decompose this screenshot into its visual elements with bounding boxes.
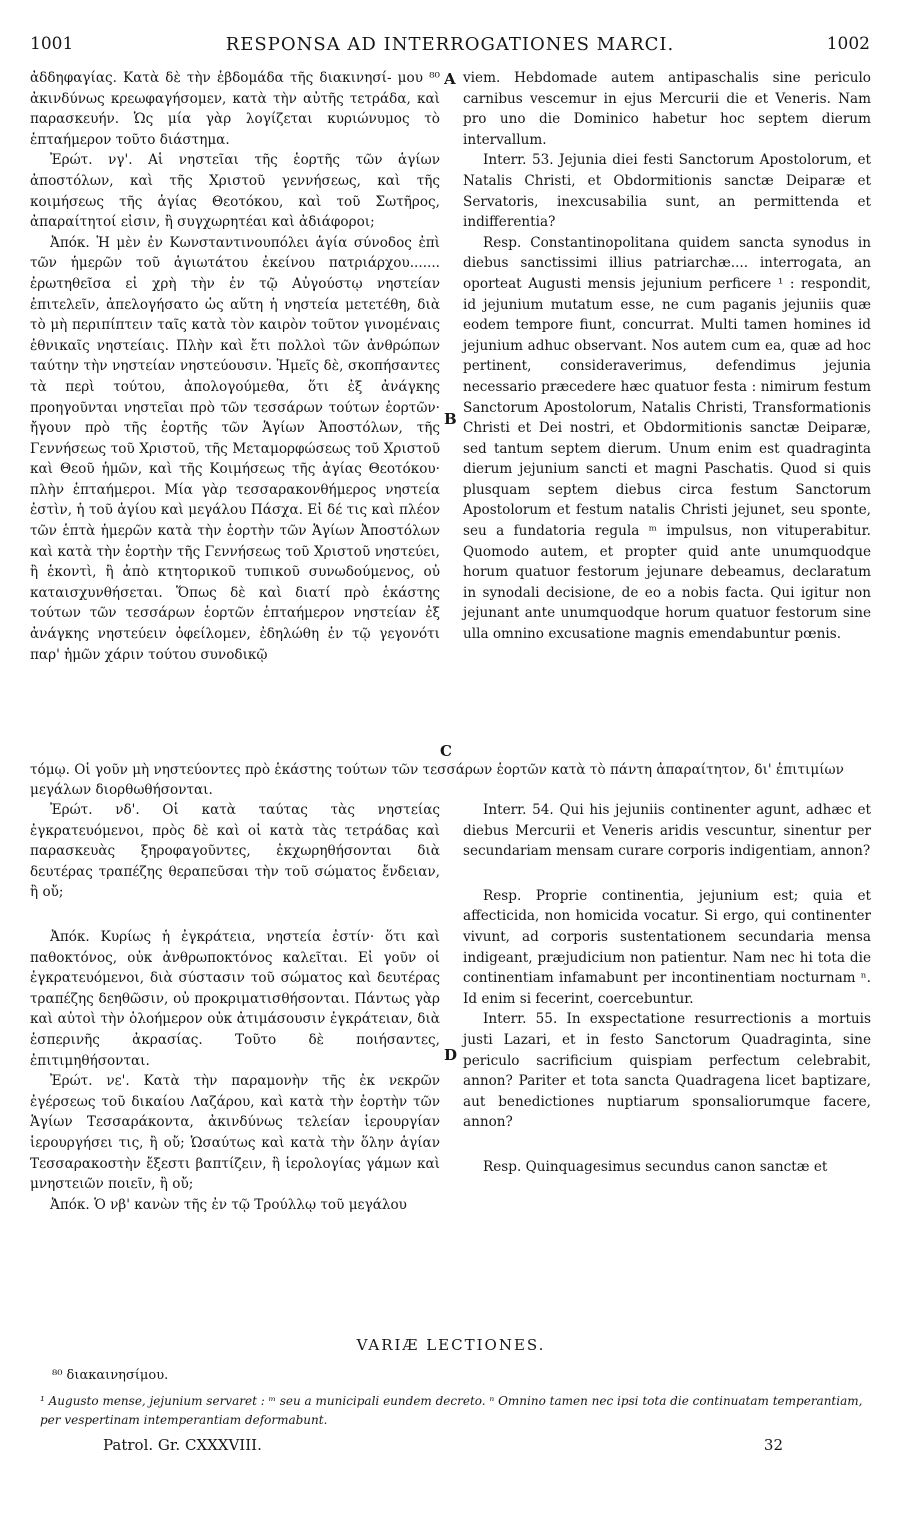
footer-signature-left: Patrol. Gr. CXXXVIII.: [103, 1436, 262, 1454]
latin-answer-54: Resp. Proprie continentia, jejunium est; quia et affecticida, non homicida vocatur. Si ergo, qui continenter vivunt, ad corporis sustentationem secundaria mensa indigeant, præjudicium non patientur. Nam nec hi tota die continentiam infamabunt per incontinentiam nocturnam ⁿ. Id enim si fecerint, coercebuntur.: [463, 887, 871, 1007]
latin-answer-55: Resp. Quinquagesimus secundus canon sanctæ et: [483, 1158, 828, 1175]
latin-column-lower: [463, 800, 871, 1178]
page-footer: [103, 1436, 783, 1454]
latin-question-53: Interr. 53. Jejunia diei festi Sanctorum Apostolorum, et Natalis Christi, et Obdormitionis sanctæ Deiparæ et Servatoris, inexcusabilia sunt, an permittenda et indifferentia?: [463, 152, 871, 231]
greek-answer-53: Ἀπόκ. Ἡ μὲν ἐν Κωνσταντινουπόλει ἁγία σύνοδος ἐπὶ τῶν ἡμερῶν τοῦ ἁγιωτάτου ἐκείνου πατριάρχου....... ἐρωτηθεῖσα εἰ χρὴ τὴν ἐν τῷ Αὐγούστῳ νηστείαν ἐπιτελεῖν, ἀπελογήσατο ὡς αὕτη ἡ νηστεία μετετέθη, διὰ τὸ μὴ περιπίπτειν ταῖς κατὰ τὸν καιρὸν τοῦτον γινομέναις ἐθνικαῖς νηστείαις. Πλὴν καὶ ἔτι πολλοὶ τῶν ἀνθρώπων ταύτην τὴν νηστείαν νηστεύουσιν. Ἡμεῖς δὲ, σκοπήσαντες τὰ περὶ τούτου, ἀπολογούμεθα, ὅτι ἐξ ἀνάγκης προηγοῦνται νηστεῖαι πρὸ τῶν τεσσάρων τούτων ἑορτῶν· ἤγουν πρὸ τῆς ἑορτῆς τῶν Ἁγίων Ἀποστόλων, τῆς Γεννήσεως τοῦ Χριστοῦ, τῆς Μεταμορφώσεως τοῦ Χριστοῦ καὶ Θεοῦ ἡμῶν, καὶ τῆς Κοιμήσεως τῆς ἁγίας Θεοτόκου· πλὴν ἑπταήμεροι. Μία γὰρ τεσσαρακονθήμερος νηστεία ἐστὶν, ἡ τοῦ ἁγίου καὶ μεγάλου Πάσχα. Εἰ δέ τις καὶ πλέον τῶν ἑπτὰ ἡμερῶν κατὰ τὴν ἑορτὴν τῶν Ἁγίων Ἀποστόλων καὶ κατὰ τὴν ἑορτὴν τῆς Γεννήσεως τοῦ Χριστοῦ νηστεύει, ἢ ἑκοντὶ, ἢ ἀπὸ κτητορικοῦ τυπικοῦ συνωδούμενος, οὐ καταισχυνθήσεται. Ὅπως δὲ καὶ διατί πρὸ ἑκάστης τούτων τῶν τεσσάρων ἑορτῶν ἑπταήμερον νηστείαν ἐξ ἀνάγκης νηστεύειν ὀφείλομεν, ἐδηλώθη ἐν τῷ γεγονότι παρ' ἡμῶν χάριν τούτου συνοδικῷ: [30, 234, 440, 663]
latin-question-54: Interr. 54. Qui his jejuniis continenter agunt, adhæc et diebus Mercurii et Veneris aridis vescuntur, sinentur per secundariam mensam curare corporis indigentiam, annon?: [463, 802, 871, 860]
latin-footnotes: ¹ Augusto mense, jejunium servaret : ᵐ seu a municipali eundem decreto. ⁿ Omnino tamen nec ipsi tota die continuatam temperantiam, per vespertinam intemperantiam deformabunt.: [40, 1394, 863, 1427]
greek-question-53: Ἐρώτ. νγ'. Αἱ νηστεῖαι τῆς ἑορτῆς τῶν ἁγίων ἀποστόλων, καὶ τῆς Χριστοῦ γεννήσεως, καὶ τῆς κοιμήσεως τῆς ἁγίας Θεοτόκου, καὶ τοῦ Σωτῆρος, ἀπαραίτητοί εἰσιν, ἢ συγχωρητέαι καὶ ἀδιάφοροι;: [30, 152, 440, 231]
greek-answer-55: Ἀπόκ. Ὁ νβ' κανὼν τῆς ἐν τῷ Τρούλλῳ τοῦ μεγάλου: [50, 1196, 407, 1213]
greek-question-55: Ἐρώτ. νε'. Κατὰ τὴν παραμονὴν τῆς ἐκ νεκρῶν ἐγέρσεως τοῦ δικαίου Λαζάρου, καὶ κατὰ τὴν ἑορτὴν τῶν Ἁγίων Τεσσαράκοντα, ἀκινδύνως τελείαν ἱερουργίαν ἱερουργήσει τις, ἢ οὔ; Ὡσαύτως καὶ κατὰ τὴν ὅλην ἁγίαν Τεσσαρακοστὴν ἔξεστι βαπτίζειν, ἢ ἱερολογίας γάμων καὶ μνηστειῶν ποιεῖν, ἢ οὔ;: [30, 1073, 440, 1193]
left-column-number: 1001: [30, 34, 74, 54]
margin-letter-d: D: [444, 1046, 458, 1064]
latin-question-55: Interr. 55. In exspectatione resurrectionis a mortuis justi Lazari, et in festo Sanctorum Quadraginta, sine periculo sacrificium quispiam perfectum celebrabit, annon? Pariter et tota sancta Quadragena licet baptizare, aut benedictiones nuptiarum sponsaliorumque facere, annon?: [463, 1011, 871, 1131]
variae-lectiones-title: VARIÆ LECTIONES.: [356, 1336, 546, 1354]
greek-column-lower: [30, 800, 440, 1215]
page-header: [30, 34, 870, 64]
margin-letter-b: B: [444, 410, 457, 428]
latin-answer-53: Resp. Constantinopolitana quidem sancta synodus in diebus sanctissimi illius patriarchæ.... interrogata, an oporteat Augusti mensis jejunium perficere ¹ : respondit, id jejunium mutatum esse, ne cum paganis jejuniis quæ eodem tempore fiunt, concurrat. Multi tamen homines id jejunium adhuc observant. Nos autem cum ea, quæ ad hoc pertinent, consideraverimus, defendimus jejunia necessario præcedere hæc quatuor festa : nimirum festum Sanctorum Apostolorum, Natalis Christi, Transformationis Christi et Dei nostri, et Obdormitionis sanctæ Deiparæ, sed tantum septem dierum. Unum enim est quadraginta dierum jejunium sancti et magni Paschatis. Quod si quis plusquam septem diebus circa festum Sanctorum Apostolorum et festum natalis Christi jejunet, seu sponte, seu a fundatoria regula ᵐ impulsus, non vituperabitur. Quomodo autem, et propter quid ante unumquodque horum quatuor festorum jejunare debeamus, declaratum in synodali decisione, de eo a nobis facta. Qui igitur non jejunant ante unumquodque horum quatuor festorum sine ulla omnino excusatione magnis emendabuntur pœnis.: [463, 234, 871, 643]
running-title: RESPONSA AD INTERROGATIONES MARCI.: [225, 34, 675, 55]
right-column-number: 1002: [826, 34, 870, 54]
footer-signature-number: 32: [763, 1436, 783, 1454]
margin-letter-c: C: [440, 742, 452, 760]
fullwidth-line: τόμῳ. Οἱ γοῦν μὴ νηστεύοντες πρὸ ἑκάστης τούτων τῶν τεσσάρων ἑορτῶν κατὰ τὸ πάντη ἀπαραίτητον, δι' ἐπιτιμίων μεγάλων διορθωθήσονται.: [30, 762, 844, 798]
greek-column-upper: [30, 68, 440, 665]
greek-footnote: ⁸⁰ διακαινησίμου.: [52, 1368, 169, 1383]
latin-paragraph: viem. Hebdomade autem antipaschalis sine periculo carnibus vescemur in ejus Mercurii die et Veneris. Nam pro uno die Dominico habetur hoc septem dierum intervallum.: [463, 70, 871, 148]
greek-answer-54: Ἀπόκ. Κυρίως ἡ ἐγκράτεια, νηστεία ἐστίν· ὅτι καὶ παθοκτόνος, οὐκ ἀνθρωποκτόνος καλεῖται. Εἰ γοῦν οἱ ἐγκρατευόμενοι, διὰ σύστασιν τοῦ σώματος καὶ δευτέρας τραπέζης δεηθῶσιν, οὐ προκριματισθήσονται. Πάντως γὰρ καὶ αὐτοὶ τὴν ὁλοήμερον οὐκ ἀτιμάσουσιν ἐγκράτειαν, διὰ ἑσπερινῆς ἀκρασίας. Τοῦτο δὲ ποιήσαντες, ἐπιτιμηθήσονται.: [30, 928, 440, 1069]
latin-column-upper: [463, 68, 871, 645]
greek-question-54: Ἐρώτ. νδ'. Οἱ κατὰ ταύτας τὰς νηστείας ἐγκρατευόμενοι, πρὸς δὲ καὶ οἱ κατὰ τὰς τετράδας καὶ παρασκευὰς ξηροφαγοῦντες, ἐκχωρηθήσονται διὰ δευτέρας τραπέζης θεραπεῦσαι τὴν τοῦ σώματος ἔνδειαν, ἢ οὔ;: [30, 802, 440, 901]
margin-letter-a: A: [444, 70, 456, 88]
greek-paragraph: ἀδδηφαγίας. Κατὰ δὲ τὴν ἑβδομάδα τῆς διακινησί- μου ⁸⁰ ἀκινδύνως κρεωφαγήσομεν, κατὰ τὴν αὐτῆς τετράδα, καὶ παρασκευήν. Ὡς μία γὰρ λογίζεται κυριώνυμος τὸ ἑπταήμερον τοῦτο διάστημα.: [30, 70, 440, 148]
